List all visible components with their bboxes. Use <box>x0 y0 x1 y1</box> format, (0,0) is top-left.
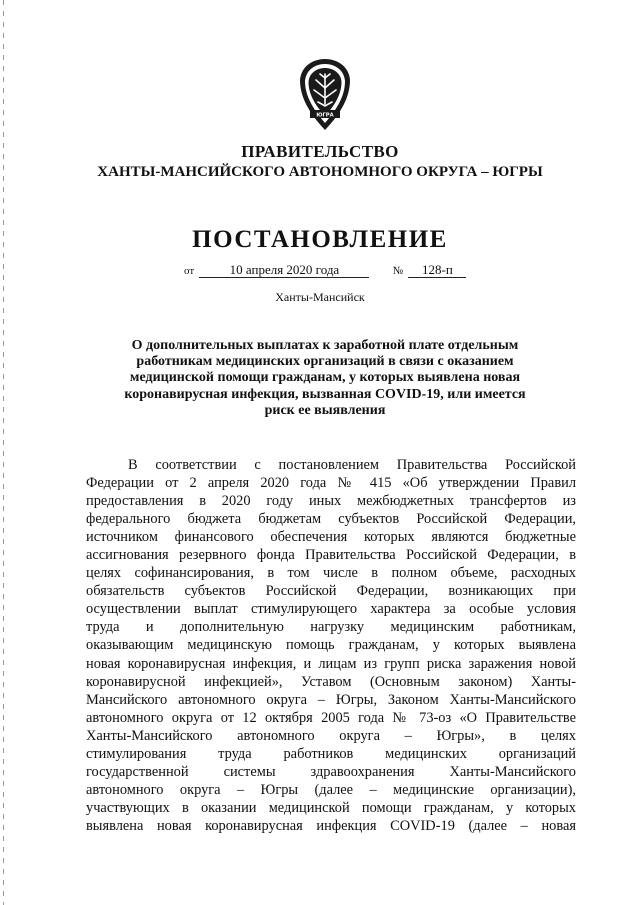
coat-of-arms-icon <box>296 58 354 132</box>
body-line: федерального бюджета бюджетам субъектов Российской Федерации, <box>86 511 576 528</box>
subject-line: коронавирусная инфекция, вызванная COVID-19, или имеется <box>124 386 526 402</box>
document-type: ПОСТАНОВЛЕНИЕ <box>192 226 448 253</box>
city: Ханты-Мансийск <box>275 290 365 304</box>
date-number-line <box>184 262 466 278</box>
body-line: труда и дополнительную нагрузку медицинским работникам, <box>86 619 576 636</box>
document-subject <box>100 338 550 419</box>
body-line: осуществлении выплат стимулирующего характера за особые условия <box>86 601 576 618</box>
body-line: автономного округа – Югры (далее – медицинские организации), <box>86 781 576 798</box>
body-line: государственной системы здравоохранения Ханты-Мансийского <box>86 763 576 780</box>
body-line: автономного округа от 12 октября 2005 года № 73-оз «О Правительстве <box>86 709 576 726</box>
body-line: участвующих в оказании медицинской помощи гражданам, у которых <box>86 799 576 816</box>
body-paragraph <box>86 456 576 835</box>
government-region: ХАНТЫ-МАНСИЙСКОГО АВТОНОМНОГО ОКРУГА – ЮГРЫ <box>97 164 543 180</box>
body-line: ассигнования резервного фонда Правительства Российской Федерации, в <box>86 547 576 564</box>
body-line: коронавирусной инфекцией», Уставом (Основным законом) Ханты- <box>86 673 576 690</box>
subject-line: работникам медицинских организаций в связи с оказанием <box>136 354 514 370</box>
date-value: 10 апреля 2020 года <box>199 262 369 278</box>
number-value: 128-п <box>408 262 466 278</box>
body-line: Федерации от 2 апреля 2020 года № 415 «Об утверждении Правил <box>86 475 576 492</box>
body-line: обязательств субъектов Российской Федерации, возникающих при <box>86 583 576 600</box>
body-line: целях софинансирования, в том числе в полном объеме, расходных <box>86 565 576 582</box>
body-line: источником финансового обеспечения которых являются бюджетные <box>86 529 576 546</box>
emblem-label: ЮГРА <box>316 112 334 119</box>
body-line: Ханты-Мансийского автономного округа – Югры», в целях <box>86 727 576 744</box>
body-line: стимулирования труда работников медицинских организаций <box>86 745 576 762</box>
subject-line: О дополнительных выплатах к заработной плате отдельным <box>131 338 519 353</box>
body-line: новая коронавирусная инфекция, и лицам из групп риска заражения новой <box>86 655 576 672</box>
body-line: оказывающим медицинскую помощь гражданам, у которых выявлена <box>86 637 576 654</box>
subject-line: риск ее выявления <box>264 402 386 418</box>
body-line: Мансийского автономного округа – Югры, Законом Ханты-Мансийского <box>86 691 576 708</box>
government-title: ПРАВИТЕЛЬСТВО <box>241 142 399 161</box>
number-label: № <box>392 265 404 277</box>
body-line: выявлена новая коронавирусная инфекция COVID-19 (далее – новая <box>86 817 576 834</box>
subject-line: медицинской помощи гражданам, у которых выявлена новая <box>129 370 521 386</box>
scan-edge <box>3 0 4 905</box>
body-line: предоставления в 2020 году иных межбюджетных трансфертов из <box>86 493 576 510</box>
date-label: от <box>184 265 195 277</box>
body-line: В соответствии с постановлением Правительства Российской <box>128 457 576 473</box>
